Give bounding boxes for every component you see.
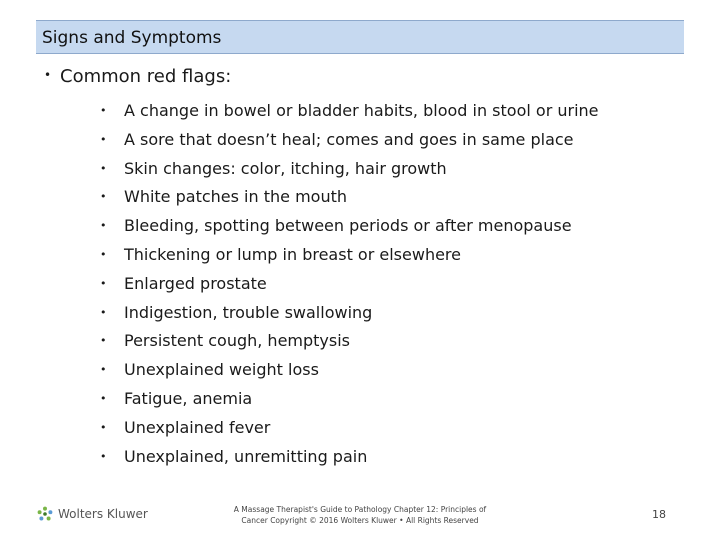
lead-text: Common red flags: [60,66,232,87]
list-item [100,327,599,356]
bullet-icon: • [100,190,107,204]
list-item-text: Skin changes: color, itching, hair growth [124,158,447,178]
bullet-icon: • [100,247,107,261]
slide-title: Signs and Symptoms [42,28,222,48]
list-item-text: Fatigue, anemia [124,388,253,408]
list-item [100,443,599,472]
list-item-text: Bleeding, spotting between periods or after menopause [124,216,572,236]
citation-line-1: A Massage Therapist's Guide to Pathology Chapter 12: Principles of [233,505,487,514]
bullet-icon: • [100,219,107,233]
red-flags-list [100,97,599,471]
list-item-text: A change in bowel or bladder habits, blood in stool or urine [124,101,599,120]
wolters-kluwer-logo-icon [36,505,54,523]
list-item [100,241,599,270]
bullet-icon: • [100,161,107,175]
bullet-icon: • [100,391,107,405]
bullet-icon: • [100,276,107,290]
title-bar [36,20,684,54]
list-item-text: Persistent cough, hemptysis [124,331,351,351]
list-item [100,270,599,299]
bullet-icon: • [100,334,107,348]
list-item [100,212,599,241]
list-item [100,126,599,155]
bullet-icon: • [100,420,107,434]
list-item-text: A sore that doesn’t heal; comes and goes in same place [124,129,574,149]
list-item [100,97,599,126]
footer-citation [215,504,505,526]
bullet-icon: • [100,305,107,319]
publisher-logo [36,505,148,523]
list-item [100,414,599,443]
list-item-text: White patches in the mouth [124,187,347,207]
page-number: 18 [652,508,666,521]
bullet-icon: • [100,449,107,463]
logo-text: Wolters Kluwer [58,507,148,521]
citation-line-2: Cancer Copyright © 2016 Wolters Kluwer • All Rights Reserved [241,516,479,525]
lead-bullet [44,66,231,87]
list-item [100,299,599,328]
bullet-icon: • [100,363,107,377]
list-item-text: Unexplained, unremitting pain [124,446,368,466]
list-item-text: Unexplained fever [124,417,271,437]
list-item [100,356,599,385]
list-item [100,155,599,184]
bullet-icon: • [100,104,107,117]
bullet-icon: • [100,132,107,146]
list-item [100,385,599,414]
list-item-text: Unexplained weight loss [124,360,319,380]
list-item-text: Enlarged prostate [124,273,267,293]
list-item-text: Thickening or lump in breast or elsewhere [124,244,461,264]
bullet-icon: • [44,68,52,82]
list-item-text: Indigestion, trouble swallowing [124,302,373,322]
list-item [100,183,599,212]
